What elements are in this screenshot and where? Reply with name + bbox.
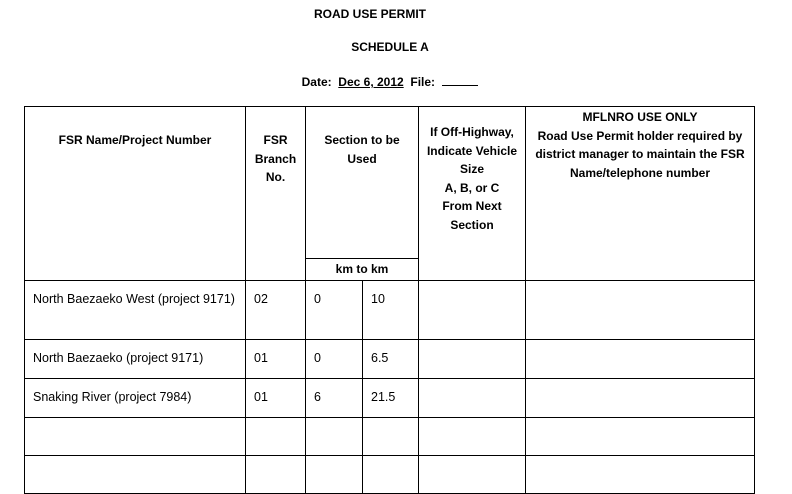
cell-branch[interactable]: 01 bbox=[246, 379, 306, 418]
cell-mflnro[interactable] bbox=[526, 418, 755, 456]
header-off-highway: If Off-Highway, Indicate Vehicle Size A, B, or C From Next Section bbox=[419, 107, 526, 281]
cell-vehicle-size[interactable] bbox=[419, 281, 526, 340]
header-fsr-name: FSR Name/Project Number bbox=[25, 107, 246, 281]
cell-branch[interactable]: 02 bbox=[246, 281, 306, 340]
cell-km-to[interactable]: 6.5 bbox=[363, 340, 419, 379]
cell-km-to[interactable]: 10 bbox=[363, 281, 419, 340]
cell-fsr-name[interactable]: North Baezaeko West (project 9171) bbox=[25, 281, 246, 340]
cell-km-from[interactable]: 6 bbox=[306, 379, 363, 418]
table-row bbox=[25, 281, 755, 340]
cell-mflnro[interactable] bbox=[526, 340, 755, 379]
cell-branch[interactable] bbox=[246, 456, 306, 494]
cell-fsr-name[interactable]: North Baezaeko (project 9171) bbox=[25, 340, 246, 379]
cell-vehicle-size[interactable] bbox=[419, 379, 526, 418]
table-row-empty bbox=[25, 456, 755, 494]
cell-vehicle-size[interactable] bbox=[419, 418, 526, 456]
cell-km-to[interactable] bbox=[363, 456, 419, 494]
cell-vehicle-size[interactable] bbox=[419, 456, 526, 494]
document-subtitle: SCHEDULE A bbox=[351, 40, 429, 54]
cell-branch[interactable] bbox=[246, 418, 306, 456]
header-branch-no: FSR Branch No. bbox=[246, 107, 306, 281]
cell-vehicle-size[interactable] bbox=[419, 340, 526, 379]
cell-mflnro[interactable] bbox=[526, 281, 755, 340]
cell-mflnro[interactable] bbox=[526, 456, 755, 494]
cell-mflnro[interactable] bbox=[526, 379, 755, 418]
cell-km-from[interactable]: 0 bbox=[306, 340, 363, 379]
header-km-to-km: km to km bbox=[306, 259, 419, 281]
cell-km-to[interactable] bbox=[363, 418, 419, 456]
permit-schedule-table bbox=[24, 106, 755, 494]
header-section-used: Section to be Used bbox=[306, 107, 419, 259]
file-label: File: bbox=[410, 75, 436, 89]
header-row bbox=[25, 107, 755, 259]
cell-km-from[interactable] bbox=[306, 456, 363, 494]
cell-km-from[interactable]: 0 bbox=[306, 281, 363, 340]
date-file-line bbox=[0, 74, 786, 89]
cell-fsr-name[interactable]: Snaking River (project 7984) bbox=[25, 379, 246, 418]
date-label: Date: bbox=[301, 75, 332, 89]
cell-fsr-name[interactable] bbox=[25, 418, 246, 456]
cell-km-from[interactable] bbox=[306, 418, 363, 456]
date-value: Dec 6, 2012 bbox=[338, 75, 404, 89]
cell-fsr-name[interactable] bbox=[25, 456, 246, 494]
cell-branch[interactable]: 01 bbox=[246, 340, 306, 379]
cell-km-to[interactable]: 21.5 bbox=[363, 379, 419, 418]
file-value-blank bbox=[442, 74, 478, 86]
table-row-empty bbox=[25, 418, 755, 456]
document-title: ROAD USE PERMIT bbox=[313, 7, 426, 21]
table-row bbox=[25, 340, 755, 379]
table-row bbox=[25, 379, 755, 418]
header-mflnro: MFLNRO USE ONLY Road Use Permit holder required by district manager to maintain the FSR Name/telephone number bbox=[526, 107, 755, 281]
